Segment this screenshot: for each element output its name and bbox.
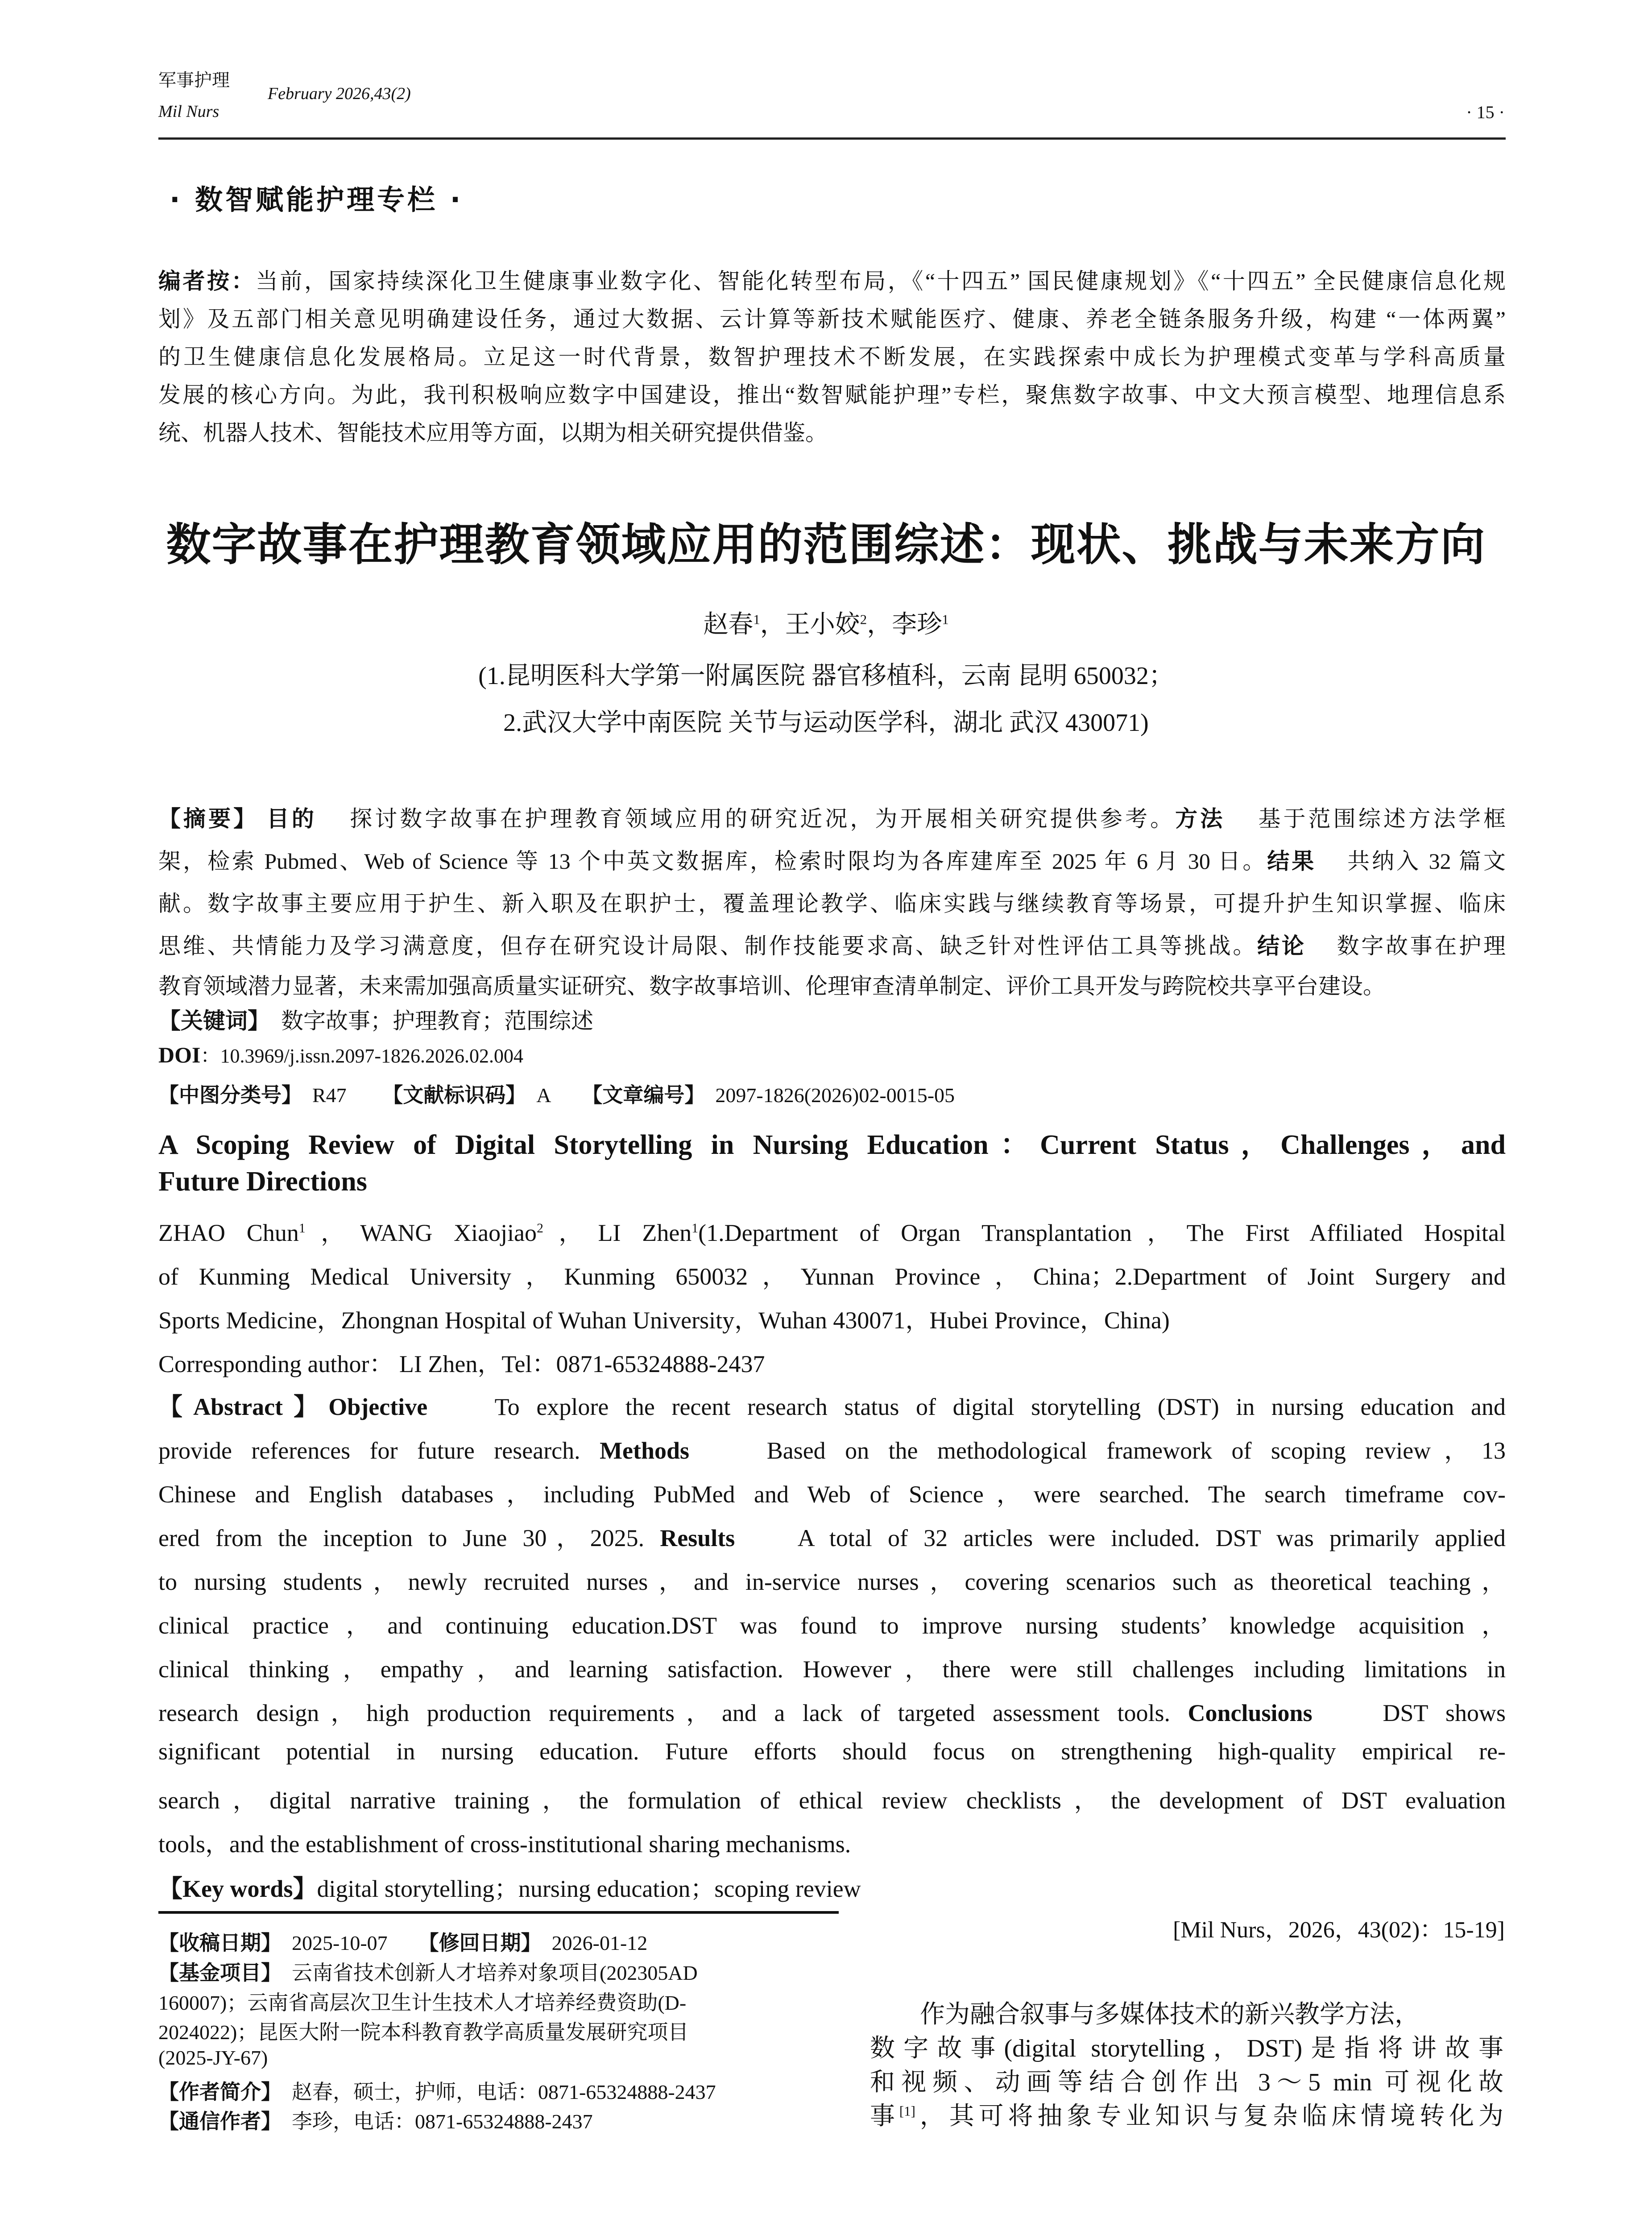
footnote-rule [158,1911,839,1914]
keywords-cn-label: 【关键词】 [158,1008,270,1034]
issue-date: February 2026,43(2) [268,84,411,103]
author-name: 王小姣 [785,611,860,639]
revised-label: 【修回日期】 [418,1931,542,1955]
citation-reference: [Mil Nurs，2026，43(02)：15-19] [1173,1917,1505,1943]
abstract-cn-line: 教育领域潜力显著，未来需加强高质量实证研究、数字故事培训、伦理审查清单制定、评价工具开发与跨院校共享平台建设。 [158,974,1385,999]
editor-note-line: 发展的核心方向。为此，我刊积极响应数字中国建设，推出“数智赋能护理”专栏，聚焦数字故事、中文大预言模型、地理信息系 [158,382,1506,407]
results-en-label: Results [660,1525,735,1551]
affiliation-en-line: of Kunming Medical University，Kunming 650032，Yunnan Province，China；2.Department of Joint Surgery and [158,1263,1506,1290]
article-no-label: 【文章编号】 [582,1083,705,1107]
corr-label: 【通信作者】 [158,2109,282,2133]
body-line: 和视频、动画等结合创作出 3～5 min 可视化故 [870,2069,1503,2096]
author-en: ZHAO Chun [158,1219,299,1246]
author-affil-sup: 1 [691,1221,699,1236]
body-line [870,2096,1503,2132]
keywords-en-label: 【Key words】 [158,1875,317,1902]
article-title-cn: 数字故事在护理教育领域应用的范围综述：现状、挑战与未来方向 [166,518,1486,571]
body-text-right [870,1995,1503,2128]
received-label: 【收稿日期】 [158,1931,282,1955]
fund-line: 160007)；云南省高层次卫生计生技术人才培养经费资助(D- [158,1991,687,2014]
abstract-en-line: to nursing students，newly recruited nurses，and in-service nurses，covering scenarios such as theoretical teaching， [158,1568,1506,1595]
affiliation-cn-1: (1.昆明医科大学第一附属医院 器官移植科，云南 昆明 650032； [478,662,1174,690]
article-title-en [158,1122,1506,1203]
reference-citation[interactable]: [1] [899,2103,915,2119]
methods-en-text: Based on the methodological framework of scoping review，13 [766,1437,1506,1464]
objective-text: 探讨数字故事在护理教育领域应用的研究近况，为开展相关研究提供参考。 [350,806,1176,831]
corr-value: 李珍，电话：0871-65324888-2437 [292,2110,593,2133]
journal-name-cn: 军事护理 [158,70,230,90]
received-dates [158,1927,647,1956]
bio-label: 【作者简介】 [158,2080,282,2104]
methods-text: 基于范围综述方法学框 [1258,806,1506,831]
fund-line [158,1957,698,1986]
abstract-en-line: significant potential in nursing education. Future efforts should focus on strengthening high-quality empirical re- [158,1738,1506,1765]
author-affil-sup: 1 [942,612,949,627]
editor-note [158,263,1506,451]
article-title-en-line: A Scoping Review of Digital Storytelling in Nursing Education：Current Status，Challenges，and [158,1130,1506,1160]
column-heading: · 数智赋能护理专栏 · [170,183,464,216]
author-separator: ， [760,611,785,639]
affiliation-en-line: Sports Medicine，Zhongnan Hospital of Wuhan University，Wuhan 430071，Hubei Province，China) [158,1307,1170,1334]
conclusions-en-text: DST shows [1383,1700,1506,1726]
affiliation-cn-2: 2.武汉大学中南医院 关节与运动医学科，湖北 武汉 430071) [503,709,1149,737]
author-affil-sup: 2 [537,1221,543,1236]
author-en: ，LI Zhen [543,1219,692,1246]
abstract-cn [158,801,1506,999]
objective-en-text: provide references for future research. [158,1437,580,1464]
objective-en-label: Objective [328,1393,428,1420]
editor-note-line: 划》及五部门相关意见明确建设任务，通过大数据、云计算等新技术赋能医疗、健康、养老全链条服务升级，构建 “一体两翼” [158,307,1506,332]
abstract-en-line [158,1431,1506,1466]
editor-note-line: 的卫生健康信息化发展格局。立足这一时代背景，数智护理技术不断发展，在实践探索中成长为护理模式变革与学科高质量 [158,344,1506,369]
journal-name-en: Mil Nurs [158,102,219,121]
affiliation-en: (1.Department of Organ Transplantation，The First Affiliated Hospital [698,1219,1506,1246]
results-en-text: research design，high production requirements，and a lack of targeted assessment tools. [158,1700,1171,1726]
abstract-en [158,1388,1506,1879]
abstract-en-line: clinical practice，and continuing education.DST was found to improve nursing students’ knowledge acquisition， [158,1612,1506,1639]
doc-code-value: A [536,1084,551,1107]
doc-code-label: 【文献标识码】 [382,1083,526,1107]
corresponding-author-en: Corresponding author： LI Zhen，Tel：0871-65324888-2437 [158,1351,765,1377]
abstract-en-line [158,1519,1506,1553]
results-text: 思维、共情能力及学习满意度，但存在研究设计局限、制作技能要求高、缺乏针对性评估工具等挑战。 [158,933,1258,958]
results-en-text: A total of 32 articles were included. DST was primarily applied [797,1525,1506,1551]
abstract-cn-line [158,928,1506,960]
received-value: 2025-10-07 [292,1932,388,1954]
clc-label: 【中图分类号】 [158,1083,302,1107]
results-label: 结果 [1267,848,1317,874]
abstract-en-label: 【Abstract】 [158,1393,329,1420]
fund-line: (2025-JY-67) [158,2046,268,2069]
article-no-value: 2097-1826(2026)02-0015-05 [715,1084,955,1107]
conclusions-en-label: Conclusions [1188,1700,1312,1726]
keywords-cn [158,1003,593,1035]
author-bio [158,2076,716,2105]
abstract-en-line [158,1694,1506,1728]
abstract-cn-line: 献。数字故事主要应用于护生、新入职及在职护士，覆盖理论教学、临床实践与继续教育等场景，可提升护生知识掌握、临床 [158,891,1506,916]
abstract-cn-line [158,801,1506,833]
fund-text: 云南省技术创新人才培养对象项目(202305AD [292,1961,698,1984]
editor-note-line: 统、机器人技术、智能技术应用等方面，以期为相关研究提供借鉴。 [158,420,828,445]
article-title-en-line: Future Directions [158,1166,367,1197]
author-affil-sup: 2 [860,612,867,627]
authors-cn [0,605,1652,640]
results-text: 共纳入 32 篇文 [1347,849,1506,874]
author-separator: ， [867,611,892,639]
author-name: 李珍 [892,611,942,639]
body-line: 数字故事(digital storytelling，DST)是指将讲故事 [870,2035,1503,2062]
methods-en-text: ered from the inception to June 30，2025. [158,1525,645,1551]
doi-label: DOI [158,1042,201,1067]
corresponding-author-cn [158,2105,593,2135]
abstract-cn-label: 【摘要】 [158,806,259,832]
body-line: 作为融合叙事与多媒体技术的新兴教学方法， [920,2001,1420,2028]
fund-label: 【基金项目】 [158,1961,282,1985]
conclusions-text: 数字故事在护理 [1337,933,1506,958]
keywords-en-value: digital storytelling；nursing education；scoping review [317,1875,861,1902]
author-name: 赵春 [703,611,754,639]
abstract-en-line: clinical thinking，empathy，and learning satisfaction. However，there were still challenges including limitations in [158,1656,1506,1683]
clc-value: R47 [312,1084,347,1107]
abstract-cn-line [158,843,1506,875]
bio-value: 赵春，硕士，护师，电话：0871-65324888-2437 [292,2081,716,2103]
conclusions-label: 结论 [1257,933,1306,959]
methods-text: 架，检索 Pubmed、Web of Science 等 13 个中英文数据库，检索时限均为各库建库至 2025 年 6 月 30 日。 [158,849,1267,874]
header-rule [158,137,1506,140]
author-affil-sup: 1 [753,612,760,627]
body-text: 事 [870,2102,899,2130]
author-en: ，WANG Xiaojiao [305,1219,537,1246]
objective-label: 目的 [266,806,317,832]
keywords-cn-value: 数字故事；护理教育；范围综述 [281,1008,593,1033]
editor-note-text: 当前，国家持续深化卫生健康事业数字化、智能化转型布局，《“十四五” 国民健康规划》《“十四五” 全民健康信息化规 [255,269,1506,294]
objective-en-text: To explore the recent research status of digital storytelling (DST) in nursing education and [494,1393,1506,1420]
abstract-en-line [158,1388,1506,1422]
abstract-en-line: search，digital narrative training，the formulation of ethical review checklists，the development of DST evaluation [158,1787,1506,1814]
fund-line: 2024022)；昆医大附一院本科教育教学高质量发展研究项目 [158,2021,689,2044]
doi-value[interactable]: ：10.3969/j.issn.2097-1826.2026.02.004 [200,1045,524,1067]
authors-en-line [158,1214,1506,1248]
keywords-en [158,1870,861,1904]
revised-value: 2026-01-12 [551,1932,648,1954]
classification-line [158,1079,955,1108]
author-affil-sup: 1 [298,1221,306,1236]
abstract-en-line: Chinese and English databases，including PubMed and Web of Science，were searched. The search timeframe cov- [158,1481,1506,1508]
doi-line [158,1040,523,1068]
authors-en [158,1214,1506,1383]
abstract-en-line: tools，and the establishment of cross-institutional sharing mechanisms. [158,1831,851,1858]
page-number: · 15 · [1466,102,1505,122]
editor-note-label: 编者按： [158,268,256,294]
body-text: ，其可将抽象专业知识与复杂临床情境转化为 [915,2102,1503,2130]
editor-note-line [158,263,1506,295]
methods-en-label: Methods [600,1437,690,1464]
methods-label: 方法 [1175,806,1226,832]
